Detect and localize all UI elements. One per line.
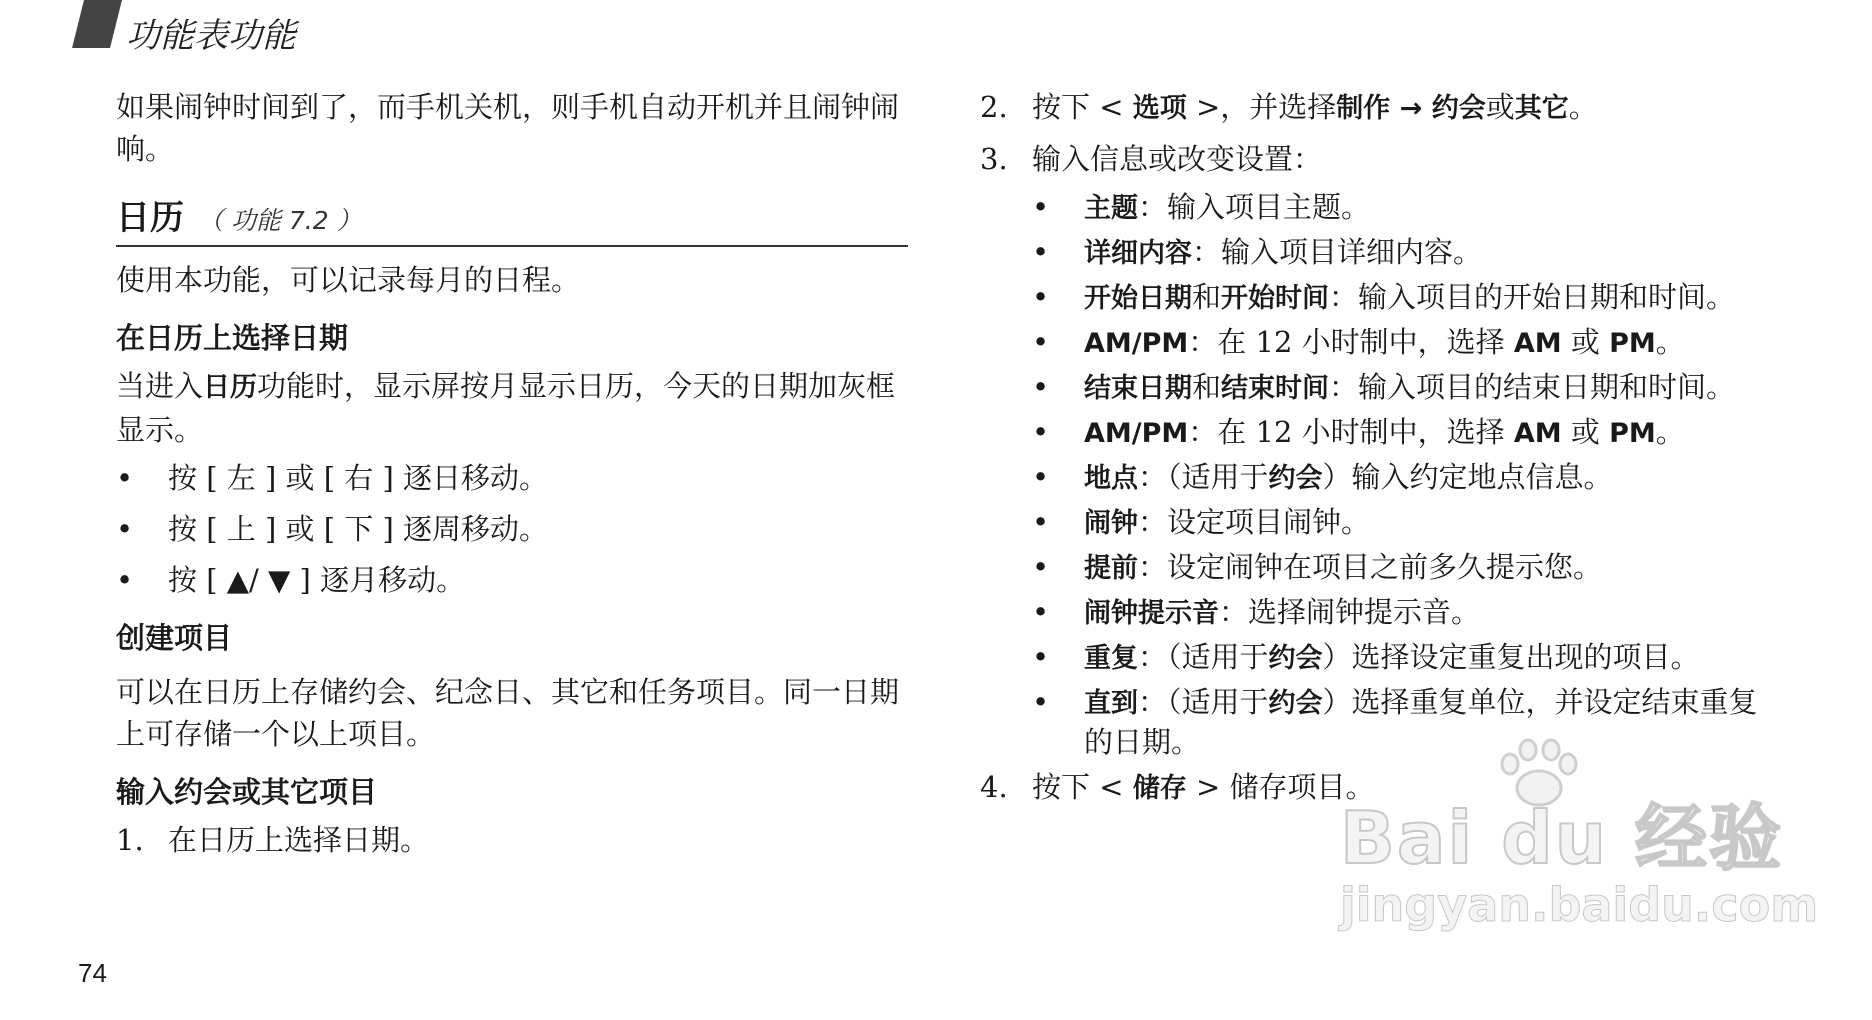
bullet-icon: •: [1032, 190, 1050, 224]
text: ：输入项目的结束日期和时间。: [1329, 370, 1736, 404]
page-number: 74: [78, 958, 107, 988]
setting-item: [980, 683, 1780, 761]
navigation-bullets: [116, 457, 908, 601]
settings-list: [980, 188, 1780, 761]
text: 或: [1561, 325, 1610, 359]
setting-item: [980, 233, 1780, 273]
bold-term: 其它: [1514, 93, 1569, 124]
bold-term: 直到: [1084, 688, 1138, 719]
step-number: 1.: [116, 823, 144, 857]
text: ：（适用于: [1138, 640, 1269, 674]
bold-term: AM/PM: [1084, 328, 1189, 359]
section-heading: [116, 190, 908, 247]
bullet-icon: •: [1032, 640, 1050, 674]
setting-item: [980, 503, 1780, 543]
bullet-icon: •: [1032, 595, 1050, 629]
text: 或: [1485, 90, 1515, 124]
text: > 储存项目。: [1186, 770, 1375, 804]
text: 。: [1568, 90, 1598, 124]
bullet-icon: •: [116, 512, 134, 546]
bold-term: 开始时间: [1221, 283, 1330, 314]
text: ）选择重复单位，并设定结束重复的日期。: [1084, 685, 1758, 759]
step-number: 2.: [980, 90, 1008, 124]
text: ：输入项目主题。: [1138, 190, 1371, 224]
watermark-main: Bai du 经验: [1340, 796, 1784, 880]
setting-item: [980, 593, 1780, 633]
bold-term: 闹钟: [1084, 508, 1138, 539]
bullet-icon: •: [1032, 325, 1050, 359]
bold-term: PM: [1609, 418, 1656, 449]
bold-term: 约会: [1268, 463, 1323, 494]
setting-item: [980, 323, 1780, 363]
header-tab-marker: [72, 0, 122, 48]
text: 。: [1655, 325, 1685, 359]
setting-item: [980, 458, 1780, 498]
bullet-icon: •: [1032, 415, 1050, 449]
list-item: [116, 457, 908, 499]
header-title: 功能表功能: [126, 16, 296, 56]
left-column: [116, 86, 908, 869]
setting-item: [980, 278, 1780, 318]
bold-term: 主题: [1084, 193, 1138, 224]
right-column: [980, 86, 1780, 818]
bold-term: AM: [1513, 328, 1562, 359]
bold-term: 日历: [203, 372, 258, 403]
bold-term: AM: [1513, 418, 1562, 449]
bold-term: AM/PM: [1084, 418, 1189, 449]
text: 和: [1192, 280, 1222, 314]
step-text: 输入信息或改变设置：: [1032, 142, 1323, 176]
step-number: 4.: [980, 770, 1008, 804]
text: ：选择闹钟提示音。: [1219, 595, 1481, 629]
section-subtitle: （ 功能 7.2 ）: [198, 206, 362, 235]
bullet-icon: •: [1032, 235, 1050, 269]
bullet-icon: •: [1032, 280, 1050, 314]
text: 功能时，显示屏按月显示日历，今天的日期加灰框显示。: [116, 369, 896, 447]
bold-term: 制作 → 约会: [1336, 93, 1486, 124]
bold-term: 开始日期: [1084, 283, 1192, 314]
text: ：（适用于: [1138, 685, 1269, 719]
section-title: 日历: [116, 198, 184, 238]
setting-item: [980, 368, 1780, 408]
setting-item: [980, 638, 1780, 678]
text: ）选择设定重复出现的项目。: [1322, 640, 1700, 674]
step-2: [980, 86, 1780, 130]
list-item-text: 按 [ 上 ] 或 [ 下 ] 逐周移动。: [168, 512, 549, 546]
bullet-icon: •: [1032, 550, 1050, 584]
subheading-create-item: 创建项目: [116, 621, 233, 655]
text: 当进入: [116, 369, 204, 403]
text: 。: [1655, 415, 1685, 449]
subheading-enter-appointment: 输入约会或其它项目: [116, 775, 378, 809]
bullet-icon: •: [1032, 505, 1050, 539]
text: 按下 <: [1032, 90, 1133, 124]
step-text: 在日历上选择日期。: [168, 823, 430, 857]
text: 或: [1561, 415, 1610, 449]
list-item: [116, 508, 908, 550]
bold-term: 详细内容: [1084, 238, 1192, 269]
bold-term: 约会: [1268, 643, 1323, 674]
text: ：设定闹钟在项目之前多久提示您。: [1138, 550, 1603, 584]
bullet-icon: •: [1032, 685, 1050, 719]
select-date-paragraph: [116, 365, 908, 451]
list-item: [116, 559, 908, 601]
list-item-text: 按 [ 左 ] 或 [ 右 ] 逐日移动。: [168, 461, 549, 495]
step-1: [116, 819, 908, 861]
bold-term: 结束时间: [1221, 373, 1330, 404]
text: ）输入约定地点信息。: [1322, 460, 1613, 494]
section-description: 使用本功能，可以记录每月的日程。: [116, 263, 581, 297]
bold-term: 闹钟提示音: [1084, 598, 1219, 629]
bullet-icon: •: [116, 461, 134, 495]
step-3: [980, 138, 1780, 180]
setting-item: [980, 548, 1780, 588]
text: ：设定项目闹钟。: [1138, 505, 1371, 539]
text: ：输入项目详细内容。: [1192, 235, 1483, 269]
bullet-icon: •: [1032, 370, 1050, 404]
bullet-icon: •: [1032, 460, 1050, 494]
setting-item: [980, 188, 1780, 228]
text: ：在 12 小时制中，选择: [1188, 325, 1514, 359]
bold-term: PM: [1609, 328, 1656, 359]
text: ：在 12 小时制中，选择: [1188, 415, 1514, 449]
text: ：（适用于: [1138, 460, 1269, 494]
bold-term: 地点: [1084, 463, 1138, 494]
setting-item: [980, 413, 1780, 453]
step-number: 3.: [980, 142, 1008, 176]
bullet-icon: •: [116, 563, 134, 597]
bold-term: 提前: [1084, 553, 1138, 584]
text: 按下 <: [1032, 770, 1133, 804]
create-item-paragraph: 可以在日历上存储约会、纪念日、其它和任务项目。同一日期上可存储一个以上项目。: [116, 675, 900, 751]
subheading-select-date: 在日历上选择日期: [116, 321, 349, 355]
intro-paragraph: 如果闹钟时间到了，而手机关机，则手机自动开机并且闹钟闹响。: [116, 90, 900, 166]
bold-term: 约会: [1268, 688, 1323, 719]
list-item-text: 按 [ ▲/ ▼ ] 逐月移动。: [168, 563, 466, 597]
bold-term: 结束日期: [1084, 373, 1192, 404]
watermark: [1340, 780, 1818, 932]
bold-term: 选项: [1132, 93, 1187, 124]
bold-term: 储存: [1132, 773, 1187, 804]
text: ：输入项目的开始日期和时间。: [1329, 280, 1736, 314]
bold-term: 重复: [1084, 643, 1138, 674]
text: 和: [1192, 370, 1222, 404]
watermark-url: jingyan.baidu.com: [1340, 878, 1819, 932]
text: >，并选择: [1186, 90, 1337, 124]
